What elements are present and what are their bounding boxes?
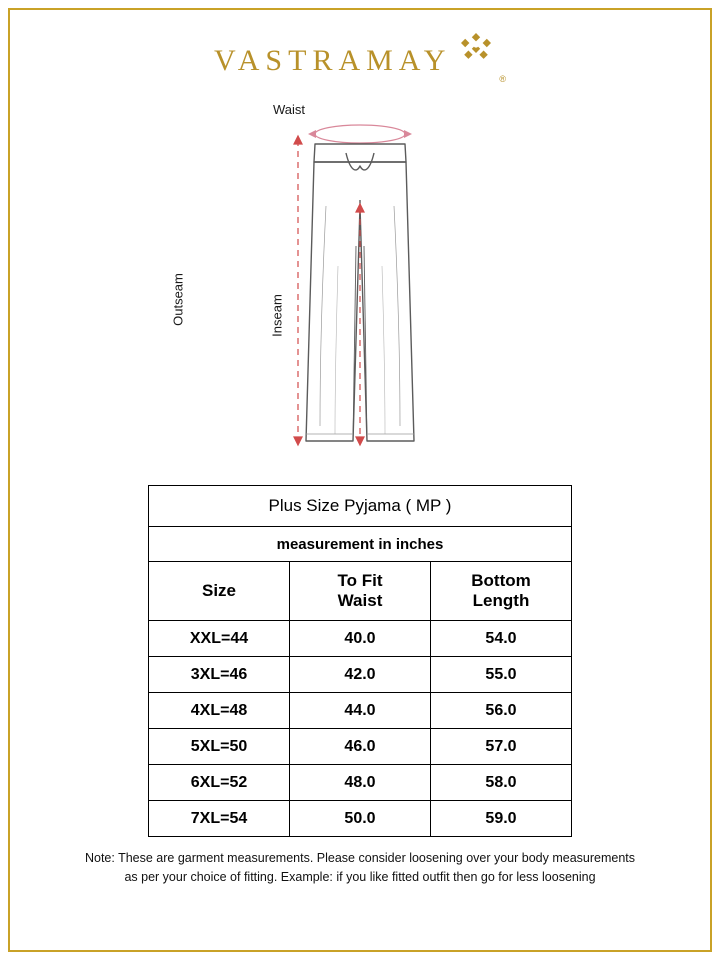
cell-to-fit-waist: 44.0	[290, 693, 431, 729]
cell-to-fit-waist: 42.0	[290, 657, 431, 693]
cell-to-fit-waist: 40.0	[290, 621, 431, 657]
cell-size: 5XL=50	[149, 729, 290, 765]
size-table-wrap	[148, 485, 572, 837]
table-row	[149, 693, 572, 729]
table-title-row	[149, 486, 572, 527]
floral-ornament-icon	[457, 31, 495, 76]
table-row	[149, 657, 572, 693]
cell-bottom-length: 54.0	[431, 621, 572, 657]
cell-bottom-length: 59.0	[431, 801, 572, 837]
label-waist: Waist	[273, 102, 306, 117]
cell-size: 7XL=54	[149, 801, 290, 837]
cell-to-fit-waist: 48.0	[290, 765, 431, 801]
cell-bottom-length: 55.0	[431, 657, 572, 693]
cell-bottom-length: 57.0	[431, 729, 572, 765]
table-row	[149, 729, 572, 765]
cell-size: 4XL=48	[149, 693, 290, 729]
cell-bottom-length: 58.0	[431, 765, 572, 801]
brand-name: VASTRAMAY	[213, 44, 452, 77]
column-header-size: Size	[149, 562, 290, 621]
column-header-bottom-length-line2: Length	[472, 591, 530, 610]
table-subtitle: measurement in inches	[149, 527, 572, 562]
table-row	[149, 765, 572, 801]
registered-mark: ®	[499, 74, 507, 84]
column-header-bottom-length	[431, 562, 572, 621]
brand-header	[214, 32, 506, 90]
label-inseam: Inseam	[269, 294, 285, 337]
cell-to-fit-waist: 50.0	[290, 801, 431, 837]
measurement-note-line2: as per your choice of fitting. Example: if you like fitted outfit then go for less loosening	[124, 869, 596, 884]
table-header-row	[149, 562, 572, 621]
cell-size: XXL=44	[149, 621, 290, 657]
measurement-note-line1: Note: These are garment measurements. Please consider loosening over your body measurements	[84, 851, 636, 865]
cell-size: 3XL=46	[149, 657, 290, 693]
label-outseam: Outseam	[170, 273, 186, 326]
cell-bottom-length: 56.0	[431, 693, 572, 729]
pyjama-measurement-diagram	[150, 96, 570, 481]
cell-size: 6XL=52	[149, 765, 290, 801]
table-row	[149, 801, 572, 837]
column-header-to-fit-waist-line1: To Fit	[337, 571, 383, 591]
table-title: Plus Size Pyjama ( MP )	[149, 486, 572, 527]
measurement-note	[30, 849, 690, 887]
table-row	[149, 621, 572, 657]
column-header-bottom-length-line1: Bottom	[471, 571, 531, 591]
size-chart-table	[148, 485, 572, 837]
column-header-to-fit-waist-line2: Waist	[337, 591, 383, 610]
cell-to-fit-waist: 46.0	[290, 729, 431, 765]
column-header-to-fit-waist	[290, 562, 431, 621]
table-subtitle-row	[149, 527, 572, 562]
